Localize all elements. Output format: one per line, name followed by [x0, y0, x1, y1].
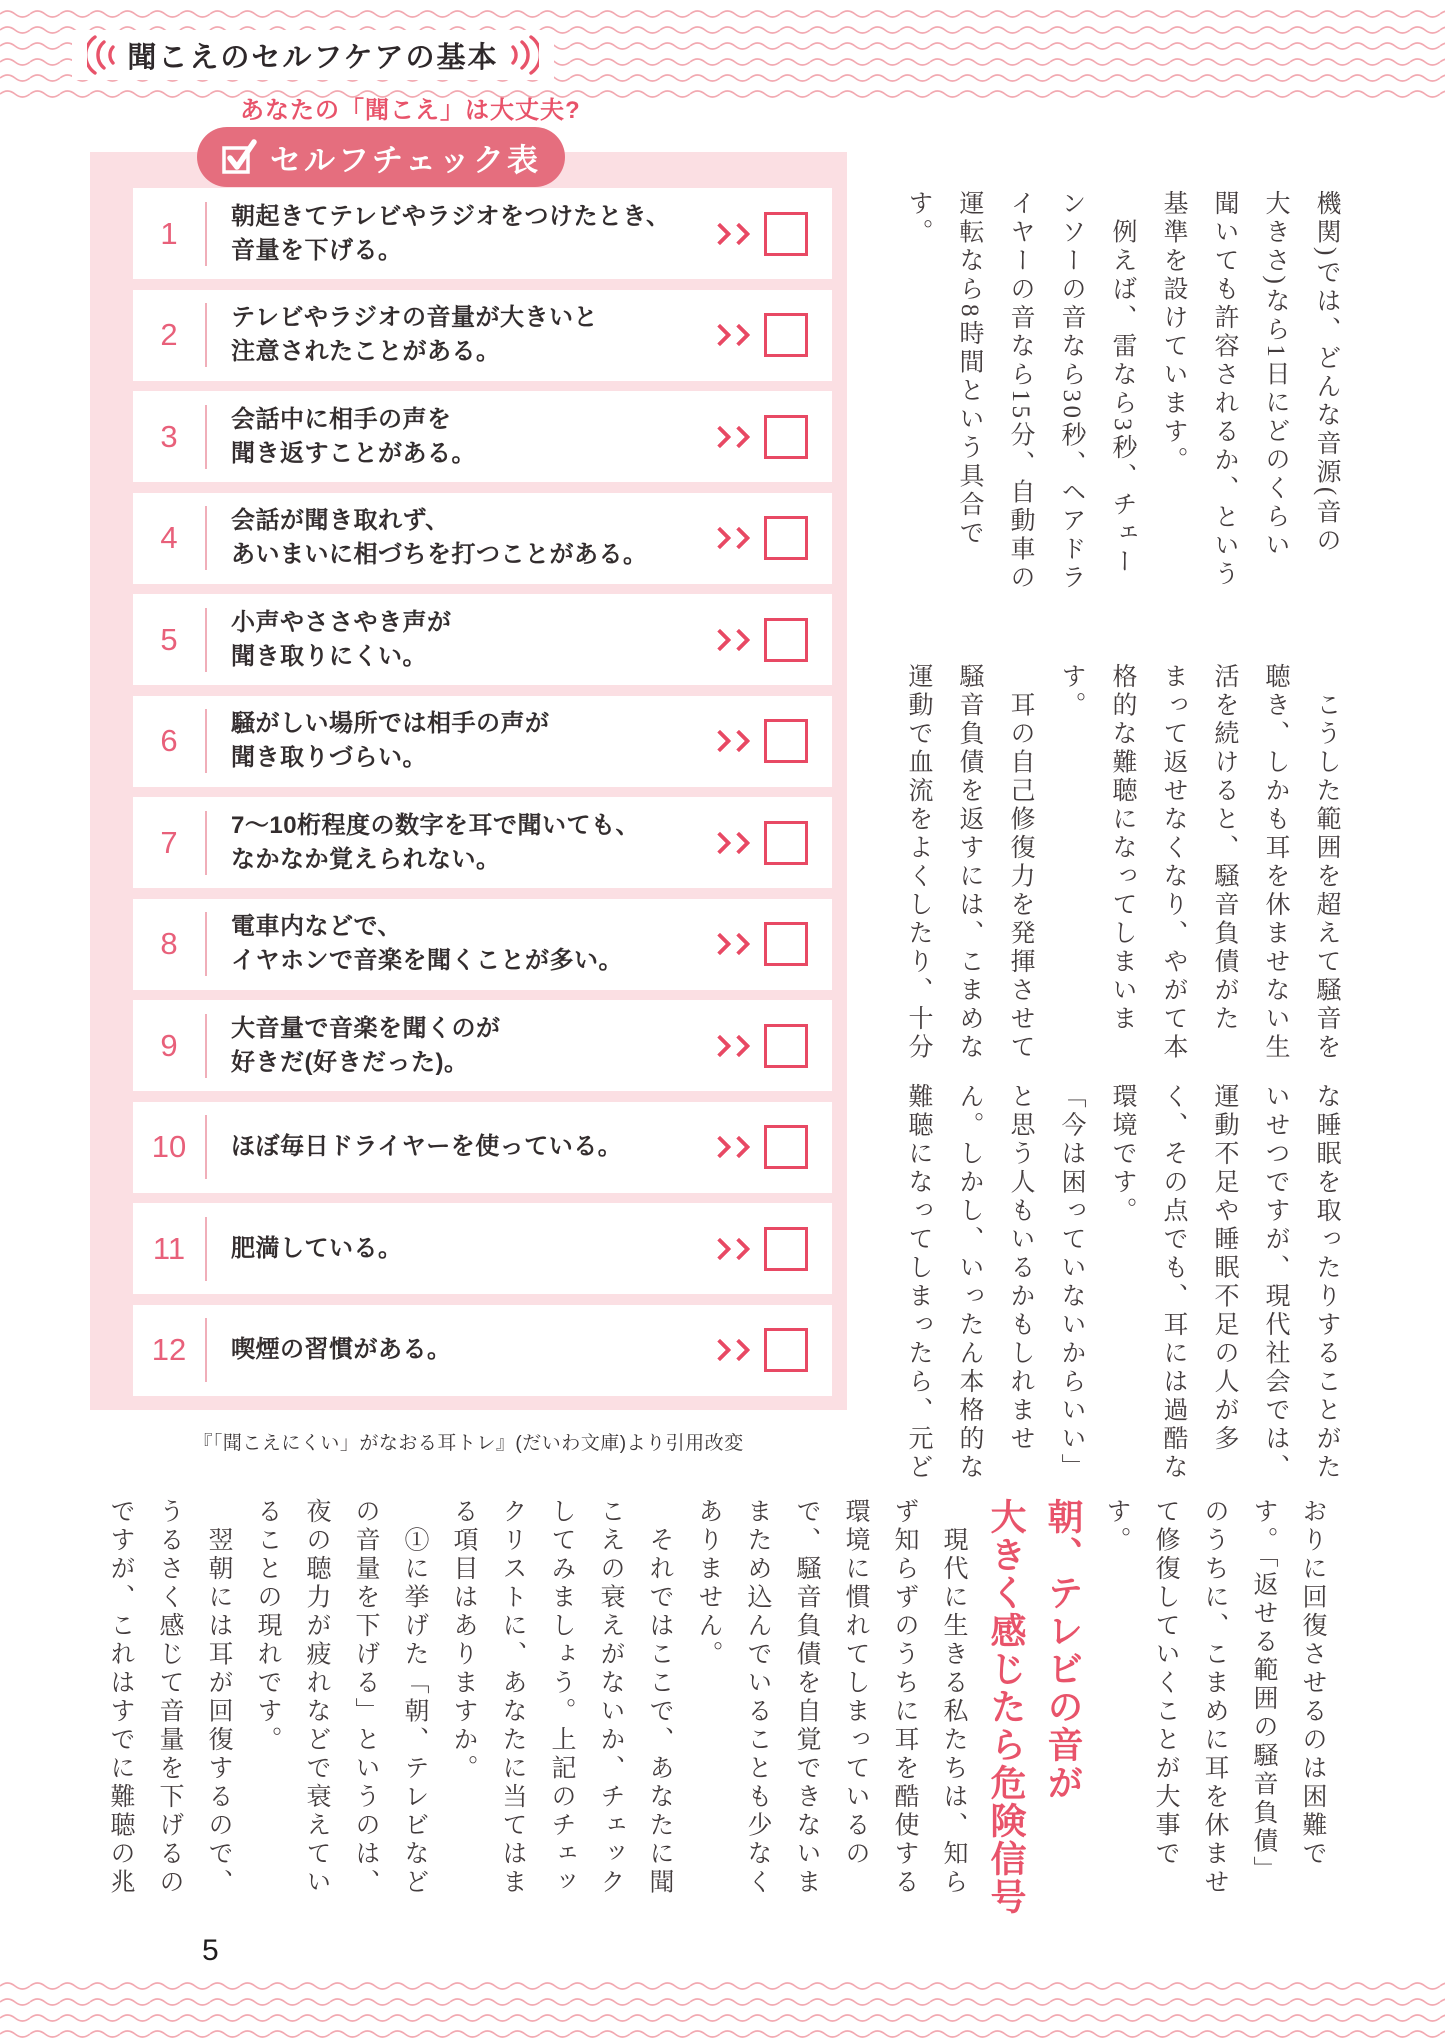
checklist-row	[133, 1102, 832, 1193]
text-line: ですが、これはすでに難聴の兆	[107, 1498, 134, 1897]
article-paragraph-lower	[893, 1083, 1352, 1498]
checkbox[interactable]	[764, 1328, 808, 1372]
item-number: 11	[152, 1230, 186, 1266]
item-text: 会話が聞き取れず、 あいまいに相づちを打つことがある。	[231, 507, 648, 568]
item-text: 小声やささやき声が 聞き取りにくい。	[231, 608, 452, 670]
article-bottom-section	[96, 1498, 1337, 1943]
double-chevron-icon	[712, 1139, 747, 1155]
text-line: ん。しかし、いったん本格的な	[956, 1083, 983, 1482]
text-line: 基準を設けています。	[1160, 190, 1187, 475]
sound-wave-right-icon	[509, 32, 539, 78]
page-number: 5	[202, 1934, 219, 1967]
text-line: ず知らずのうちに耳を酷使する	[891, 1498, 918, 1897]
text-line: す。	[1058, 663, 1085, 720]
text-line: 騒音負債を返すには、こまめな	[956, 663, 983, 1062]
text-line: こうした範囲を超えて騒音を	[1313, 663, 1340, 1062]
text-line: まって返せなくなり、やがて本	[1160, 663, 1187, 1062]
text-line: こえの衰えがないか、チェック	[597, 1498, 624, 1897]
item-text: ほぼ毎日ドライヤーを使っている。	[231, 1133, 623, 1160]
text-line: 環境です。	[1109, 1083, 1136, 1226]
double-chevron-icon	[712, 1342, 747, 1358]
checklist-row	[133, 899, 832, 990]
text-line: 運動で血流をよくしたり、十分	[905, 663, 932, 1062]
text-line: 例えば、雷なら3秒、チェー	[1109, 190, 1136, 577]
item-text: 電車内などで、 イヤホンで音楽を聞くことが多い。	[231, 913, 623, 974]
item-number: 9	[160, 1027, 178, 1063]
item-text: 会話中に相手の声を 聞き返すことがある。	[231, 405, 476, 467]
checklist-row	[133, 493, 832, 584]
item-text: 肥満している。	[231, 1234, 403, 1262]
text-line: ありません。	[695, 1498, 722, 1669]
double-chevron-icon	[712, 733, 747, 749]
text-line: ①に挙げた「朝、テレビなど	[401, 1498, 428, 1897]
item-text: 喫煙の習慣がある。	[231, 1336, 452, 1363]
checkbox[interactable]	[764, 516, 808, 560]
text-line: のうちに、こまめに耳を休ませ	[1201, 1498, 1228, 1897]
checkbox[interactable]	[764, 618, 808, 662]
item-number: 10	[151, 1129, 187, 1164]
text-line: 夜の聴力が疲れなどで衰えてい	[303, 1498, 330, 1897]
text-line: うるさく感じて音量を下げるの	[156, 1498, 183, 1897]
double-chevron-icon	[712, 1038, 747, 1054]
text-line: 大きく感じたら危険信号	[986, 1498, 1027, 1916]
text-line: す。「返せる範囲の騒音負債」	[1250, 1498, 1277, 1885]
checkbox[interactable]	[764, 212, 808, 256]
text-line: いせつですが、現代社会では、	[1262, 1083, 1289, 1482]
checklist-row	[133, 391, 832, 482]
item-number: 2	[160, 317, 178, 352]
text-line: おりに回復させるのは困難で	[1299, 1498, 1326, 1869]
text-line: る項目はありますか。	[450, 1498, 477, 1783]
checkbox[interactable]	[764, 719, 808, 763]
text-line: 運転なら8時間という具合で	[956, 190, 983, 548]
text-line: 耳の自己修復力を発揮させて	[1007, 663, 1034, 1062]
text-line: してみましょう。上記のチェッ	[548, 1498, 575, 1897]
text-line: く、その点でも、耳には過酷な	[1160, 1083, 1187, 1482]
item-number: 8	[160, 926, 178, 961]
item-number: 3	[160, 418, 178, 454]
self-check-banner	[197, 127, 565, 187]
text-line: な睡眠を取ったりすることがた	[1313, 1083, 1340, 1482]
page-header	[72, 30, 554, 80]
double-chevron-icon	[712, 327, 747, 343]
checkbox[interactable]	[764, 1227, 808, 1271]
text-line: す。	[905, 190, 932, 247]
double-chevron-icon	[712, 429, 747, 445]
self-check-panel	[90, 152, 847, 1410]
text-line: て修復していくことが大事で	[1152, 1498, 1179, 1869]
text-line: ることの現れです。	[254, 1498, 281, 1755]
text-line: 運動不足や睡眠不足の人が多	[1211, 1083, 1238, 1454]
text-line: 翌朝には耳が回復するので、	[205, 1498, 232, 1897]
item-text: 騒がしい場所では相手の声が 聞き取りづらい。	[231, 710, 550, 771]
checklist-row	[133, 797, 832, 888]
text-line: の音量を下げる」というのは、	[352, 1498, 379, 1897]
item-number: 4	[160, 520, 178, 555]
text-line: 大きさ)なら1日にどのくらい	[1262, 190, 1289, 560]
item-text: テレビやラジオの音量が大きいと 注意されたことがある。	[231, 304, 599, 365]
item-number: 1	[160, 215, 178, 251]
checklist	[133, 188, 832, 1406]
text-line: 環境に慣れてしまっているの	[842, 1498, 869, 1869]
text-line: で、騒音負債を自覚できないま	[793, 1498, 820, 1897]
text-line: 聴き、しかも耳を休ませない生	[1262, 663, 1289, 1062]
item-number: 12	[151, 1332, 187, 1367]
text-line: イヤーの音なら15分、自動車の	[1007, 190, 1034, 593]
checkbox-check-icon	[221, 138, 257, 176]
double-chevron-icon	[712, 632, 747, 648]
check-tagline: あなたの「聞こえ」は大丈夫?	[240, 97, 581, 124]
item-number: 5	[160, 621, 178, 657]
checkbox[interactable]	[764, 1024, 808, 1068]
item-text: 大音量で音楽を聞くのが 好きだ(好きだった)。	[231, 1014, 501, 1076]
checkbox[interactable]	[764, 1125, 808, 1169]
checklist-row	[133, 594, 832, 685]
double-chevron-icon	[712, 226, 747, 242]
text-line: それではここで、あなたに聞	[646, 1498, 673, 1897]
text-line: 機関)では、どんな音源(音の	[1313, 190, 1340, 556]
page-title: 聞こえのセルフケアの基本	[127, 41, 499, 74]
text-line: 聞いても許容されるか、という	[1211, 190, 1238, 589]
article-paragraph-middle	[893, 663, 1352, 1078]
text-line: 格的な難聴になってしまいま	[1109, 663, 1136, 1034]
item-number: 7	[160, 824, 178, 860]
item-number: 6	[160, 723, 178, 758]
double-chevron-icon	[712, 1241, 747, 1257]
checklist-row	[133, 1305, 832, 1396]
item-text: 7〜10桁程度の数字を耳で聞いても、 なかなか覚えられない。	[231, 811, 641, 873]
text-line: と思う人もいるかもしれませ	[1007, 1083, 1034, 1454]
checklist-row	[133, 188, 832, 279]
checklist-row	[133, 290, 832, 381]
text-line: ンソーの音なら30秒、ヘアドラ	[1058, 190, 1085, 593]
sound-wave-left-icon	[87, 32, 117, 78]
text-line: 朝、テレビの音が	[1043, 1498, 1084, 1802]
article-paragraph-top	[893, 190, 1352, 605]
text-line: 難聴になってしまったら、元ど	[905, 1083, 932, 1482]
banner-label: セルフチェック表	[269, 142, 542, 178]
text-line: 現代に生きる私たちは、知ら	[940, 1498, 967, 1897]
checkbox[interactable]	[764, 415, 808, 459]
checkbox[interactable]	[764, 313, 808, 357]
checklist-row	[133, 1000, 832, 1091]
double-chevron-icon	[712, 530, 747, 546]
checklist-row	[133, 1203, 832, 1294]
double-chevron-icon	[712, 936, 747, 952]
text-line: 活を続けると、騒音負債がた	[1211, 663, 1238, 1034]
checklist-row	[133, 696, 832, 787]
checkbox[interactable]	[764, 821, 808, 865]
text-line: す。	[1103, 1498, 1130, 1555]
source-caption: 『「聞こえにくい」がなおる耳トレ』(だいわ文庫)より引用改変	[193, 1433, 744, 1454]
text-line: クリストに、あなたに当てはま	[499, 1498, 526, 1897]
item-text: 朝起きてテレビやラジオをつけたとき、 音量を下げる。	[231, 202, 671, 264]
text-line: まため込んでいることも少なく	[744, 1498, 771, 1897]
checkbox[interactable]	[764, 922, 808, 966]
wavy-lines-bottom	[0, 1978, 1445, 2040]
double-chevron-icon	[712, 835, 747, 851]
text-line: 「今は困っていないからいい」	[1058, 1083, 1085, 1482]
